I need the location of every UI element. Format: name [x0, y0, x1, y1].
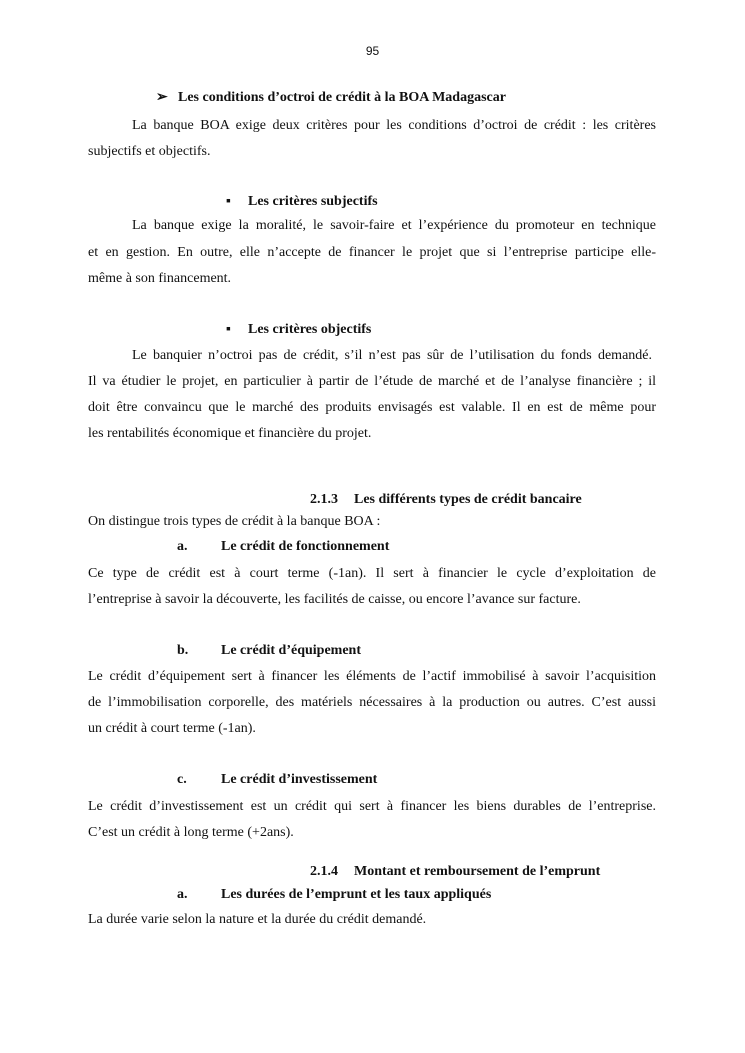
- subsection-heading-montant: [310, 862, 656, 882]
- paragraph-line: de l’immobilisation corporelle, des matériels nécessaires à la production ou autres. C’est aussi: [88, 695, 656, 710]
- paragraph-line: La banque BOA exige deux critères pour les conditions d’octroi de crédit : les critères: [132, 118, 656, 133]
- item-heading-durees: [177, 885, 656, 905]
- paragraph-line: doit être convaincu que le marché des produits envisagés est valable. Il en est de même pour: [88, 400, 656, 415]
- paragraph-line: un crédit à court terme (-1an).: [88, 721, 256, 736]
- item-heading-equipement: [177, 641, 656, 661]
- item-title: Le crédit d’investissement: [221, 772, 378, 787]
- paragraph-line: même à son financement.: [88, 271, 232, 286]
- item-title: Le crédit de fonctionnement: [221, 539, 390, 554]
- square-bullet-icon: ▪: [226, 194, 231, 209]
- section-number: 2.1.3: [310, 492, 338, 507]
- subsection-heading-types-credit: [310, 490, 656, 510]
- section-heading-conditions: [156, 88, 656, 108]
- paragraph-line: C’est un crédit à long terme (+2ans).: [88, 825, 294, 840]
- paragraph-line: On distingue trois types de crédit à la banque BOA :: [88, 514, 381, 529]
- heading-text: Les critères subjectifs: [248, 194, 378, 209]
- item-title: Les durées de l’emprunt et les taux appliqués: [221, 887, 492, 902]
- section-number: 2.1.4: [310, 864, 338, 879]
- paragraph-line: Le crédit d’investissement est un crédit qui sert à financer les biens durables de l’entreprise.: [88, 799, 656, 814]
- section-heading-subjectifs: [226, 192, 656, 212]
- paragraph-line: et en gestion. En outre, elle n’accepte de financer le projet que si l’entreprise participe elle-: [88, 245, 656, 260]
- item-letter: a.: [177, 539, 188, 554]
- item-title: Le crédit d’équipement: [221, 643, 361, 658]
- paragraph-line: subjectifs et objectifs.: [88, 144, 211, 159]
- paragraph-line: La banque exige la moralité, le savoir-faire et l’expérience du promoteur en technique: [132, 218, 656, 233]
- item-letter: c.: [177, 772, 187, 787]
- square-bullet-icon: ▪: [226, 322, 231, 337]
- heading-text: Les critères objectifs: [248, 322, 372, 337]
- paragraph-line: Le crédit d’équipement sert à financer les éléments de l’actif immobilisé à savoir l’acquisition: [88, 669, 656, 684]
- paragraph-line: l’entreprise à savoir la découverte, les facilités de caisse, ou encore l’avance sur facture.: [88, 592, 581, 607]
- heading-text: Les différents types de crédit bancaire: [354, 492, 582, 507]
- section-heading-objectifs: [226, 320, 656, 340]
- item-letter: b.: [177, 643, 189, 658]
- paragraph-line: Il va étudier le projet, en particulier à partir de l’étude de marché et de l’analyse financière ; il: [88, 374, 656, 389]
- heading-text: Montant et remboursement de l’emprunt: [354, 864, 601, 879]
- paragraph-line: les rentabilités économique et financière du projet.: [88, 426, 372, 441]
- heading-text: Les conditions d’octroi de crédit à la BOA Madagascar: [178, 90, 506, 105]
- paragraph-line: Le banquier n’octroi pas de crédit, s’il n’est pas sûr de l’utilisation du fonds demandé.: [132, 348, 652, 363]
- paragraph-line: La durée varie selon la nature et la durée du crédit demandé.: [88, 912, 427, 927]
- paragraph-line: Ce type de crédit est à court terme (-1an). Il sert à financier le cycle d’exploitation de: [88, 566, 656, 581]
- page-number: 95: [365, 44, 380, 58]
- item-letter: a.: [177, 887, 188, 902]
- item-heading-investissement: [177, 770, 656, 790]
- arrow-bullet-icon: ➢: [156, 90, 168, 105]
- item-heading-fonctionnement: [177, 537, 656, 557]
